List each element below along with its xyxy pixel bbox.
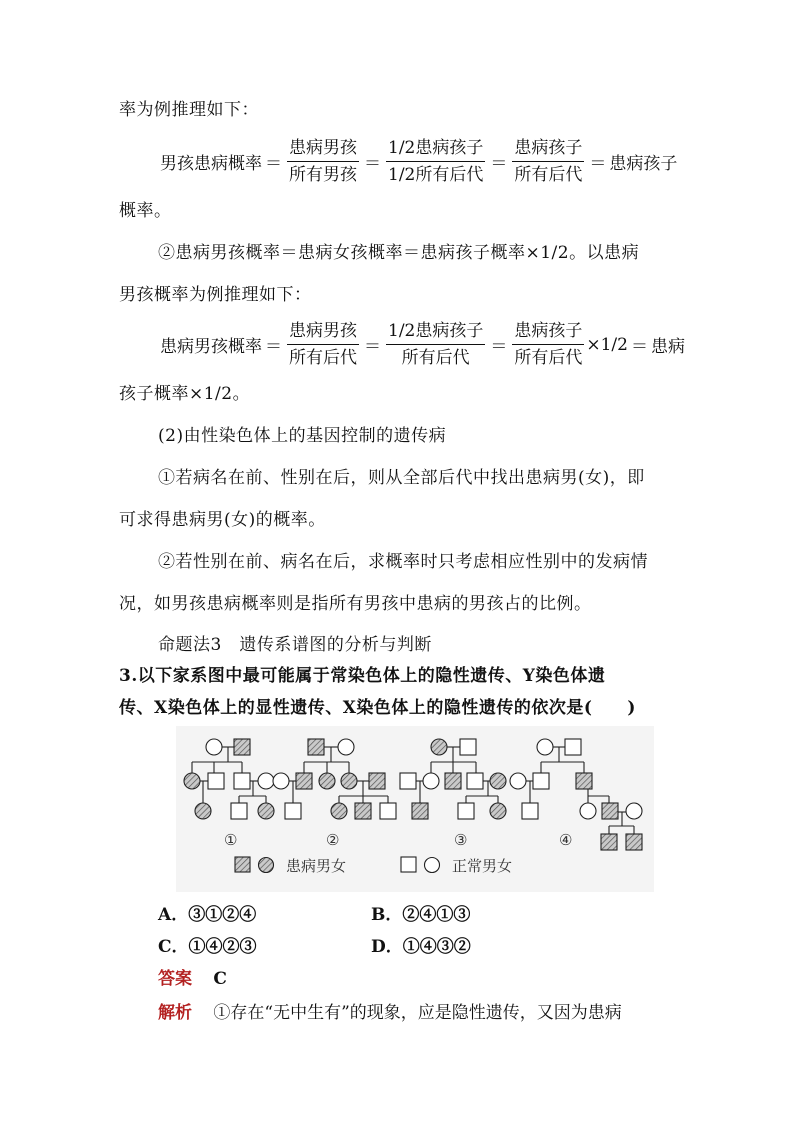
text-line-5: 孩子概率×1/2。 [119, 384, 251, 404]
analysis-row [158, 998, 622, 1023]
section-heading: 命题法3 遗传系谱图的分析与判断 [158, 635, 432, 655]
text-line-2: 概率。 [119, 201, 172, 221]
equation-2 [160, 320, 685, 369]
option-a: A．③①②④ [158, 905, 257, 925]
question-line-1: 3.以下家系图中最可能属于常染色体上的隐性遗传、Y染色体遗 [119, 666, 606, 686]
pedigree-label-2: ② [326, 831, 340, 849]
option-c: C．①④②③ [158, 937, 257, 957]
pedigree-lines [192, 747, 634, 834]
option-b: B．②④①③ [371, 905, 471, 925]
denominator: 1/2所有后代 [388, 165, 484, 185]
analysis-text: ①存在“无中生有”的现象，应是隐性遗传，又因为患病 [213, 1003, 622, 1023]
option-d: D．①④③② [371, 937, 471, 957]
legend-affected-label: 患病男女 [286, 857, 347, 875]
equals-sign: ＝ [630, 337, 648, 357]
numerator: 患病男孩 [287, 137, 359, 162]
fraction [287, 320, 359, 369]
equals-sign: ＝ [364, 337, 381, 357]
equals-sign: ＝ [364, 154, 381, 174]
equals-sign: ＝ [589, 154, 607, 174]
text-line-10: 况，如男孩患病概率则是指所有男孩中患病的男孩占的比例。 [119, 594, 592, 614]
pedigree-label-4: ④ [559, 831, 573, 849]
text-line-8: 可求得患病男(女)的概率。 [119, 510, 326, 530]
eq1-rhs: 患病孩子 [609, 154, 678, 174]
text-line-7: ①若病名在前、性别在后，则从全部后代中找出患病男(女)，即 [158, 468, 645, 488]
numerator: 患病孩子 [512, 320, 584, 345]
pedigree-label-3: ③ [454, 831, 468, 849]
pedigree-individuals [184, 739, 642, 873]
fraction [287, 137, 359, 186]
equals-sign: ＝ [490, 337, 508, 357]
denominator: 所有男孩 [289, 165, 357, 185]
legend-normal-label: 正常男女 [452, 857, 513, 875]
equation-1 [160, 137, 677, 186]
denominator: 所有后代 [514, 165, 583, 185]
numerator: 1/2患病孩子 [386, 137, 485, 162]
numerator: 患病男孩 [287, 320, 359, 345]
question-line-2: 传、X染色体上的显性遗传、X染色体上的隐性遗传的依次是( ) [119, 698, 636, 718]
numerator: 患病孩子 [512, 137, 584, 162]
eq2-rhs: 患病 [650, 337, 685, 357]
analysis-label: 解析 [158, 1003, 192, 1023]
denominator: 所有后代 [289, 348, 357, 368]
denominator: 所有后代 [401, 348, 470, 368]
text-line-4: 男孩概率为例推理如下： [119, 285, 312, 305]
figure-labels [224, 831, 572, 875]
fraction [512, 137, 584, 186]
answer-value: C [213, 969, 227, 989]
eq1-lhs: 男孩患病概率 [160, 154, 262, 174]
denominator: 所有后代 [514, 348, 583, 368]
fraction [386, 320, 485, 369]
numerator: 1/2患病孩子 [386, 320, 485, 345]
equals-sign: ＝ [265, 154, 282, 174]
eq2-multiplier: ×1/2 [586, 334, 628, 355]
text-line-3: ②患病男孩概率＝患病女孩概率＝患病孩子概率×1/2。以患病 [158, 243, 640, 263]
answer-label: 答案 [158, 969, 192, 989]
eq2-lhs: 患病男孩概率 [160, 337, 262, 357]
equals-sign: ＝ [265, 337, 282, 357]
answer-row [158, 964, 227, 989]
text-line-1: 率为例推理如下： [119, 100, 259, 120]
pedigree-label-1: ① [224, 831, 238, 849]
text-line-9: ②若性别在前、病名在后，求概率时只考虑相应性别中的发病情 [158, 552, 648, 572]
fraction [386, 137, 485, 186]
pedigree-diagram [176, 726, 654, 892]
text-line-6: (2)由性染色体上的基因控制的遗传病 [158, 426, 447, 446]
equals-sign: ＝ [490, 154, 508, 174]
pedigree-figure [176, 726, 654, 892]
fraction [512, 320, 584, 369]
